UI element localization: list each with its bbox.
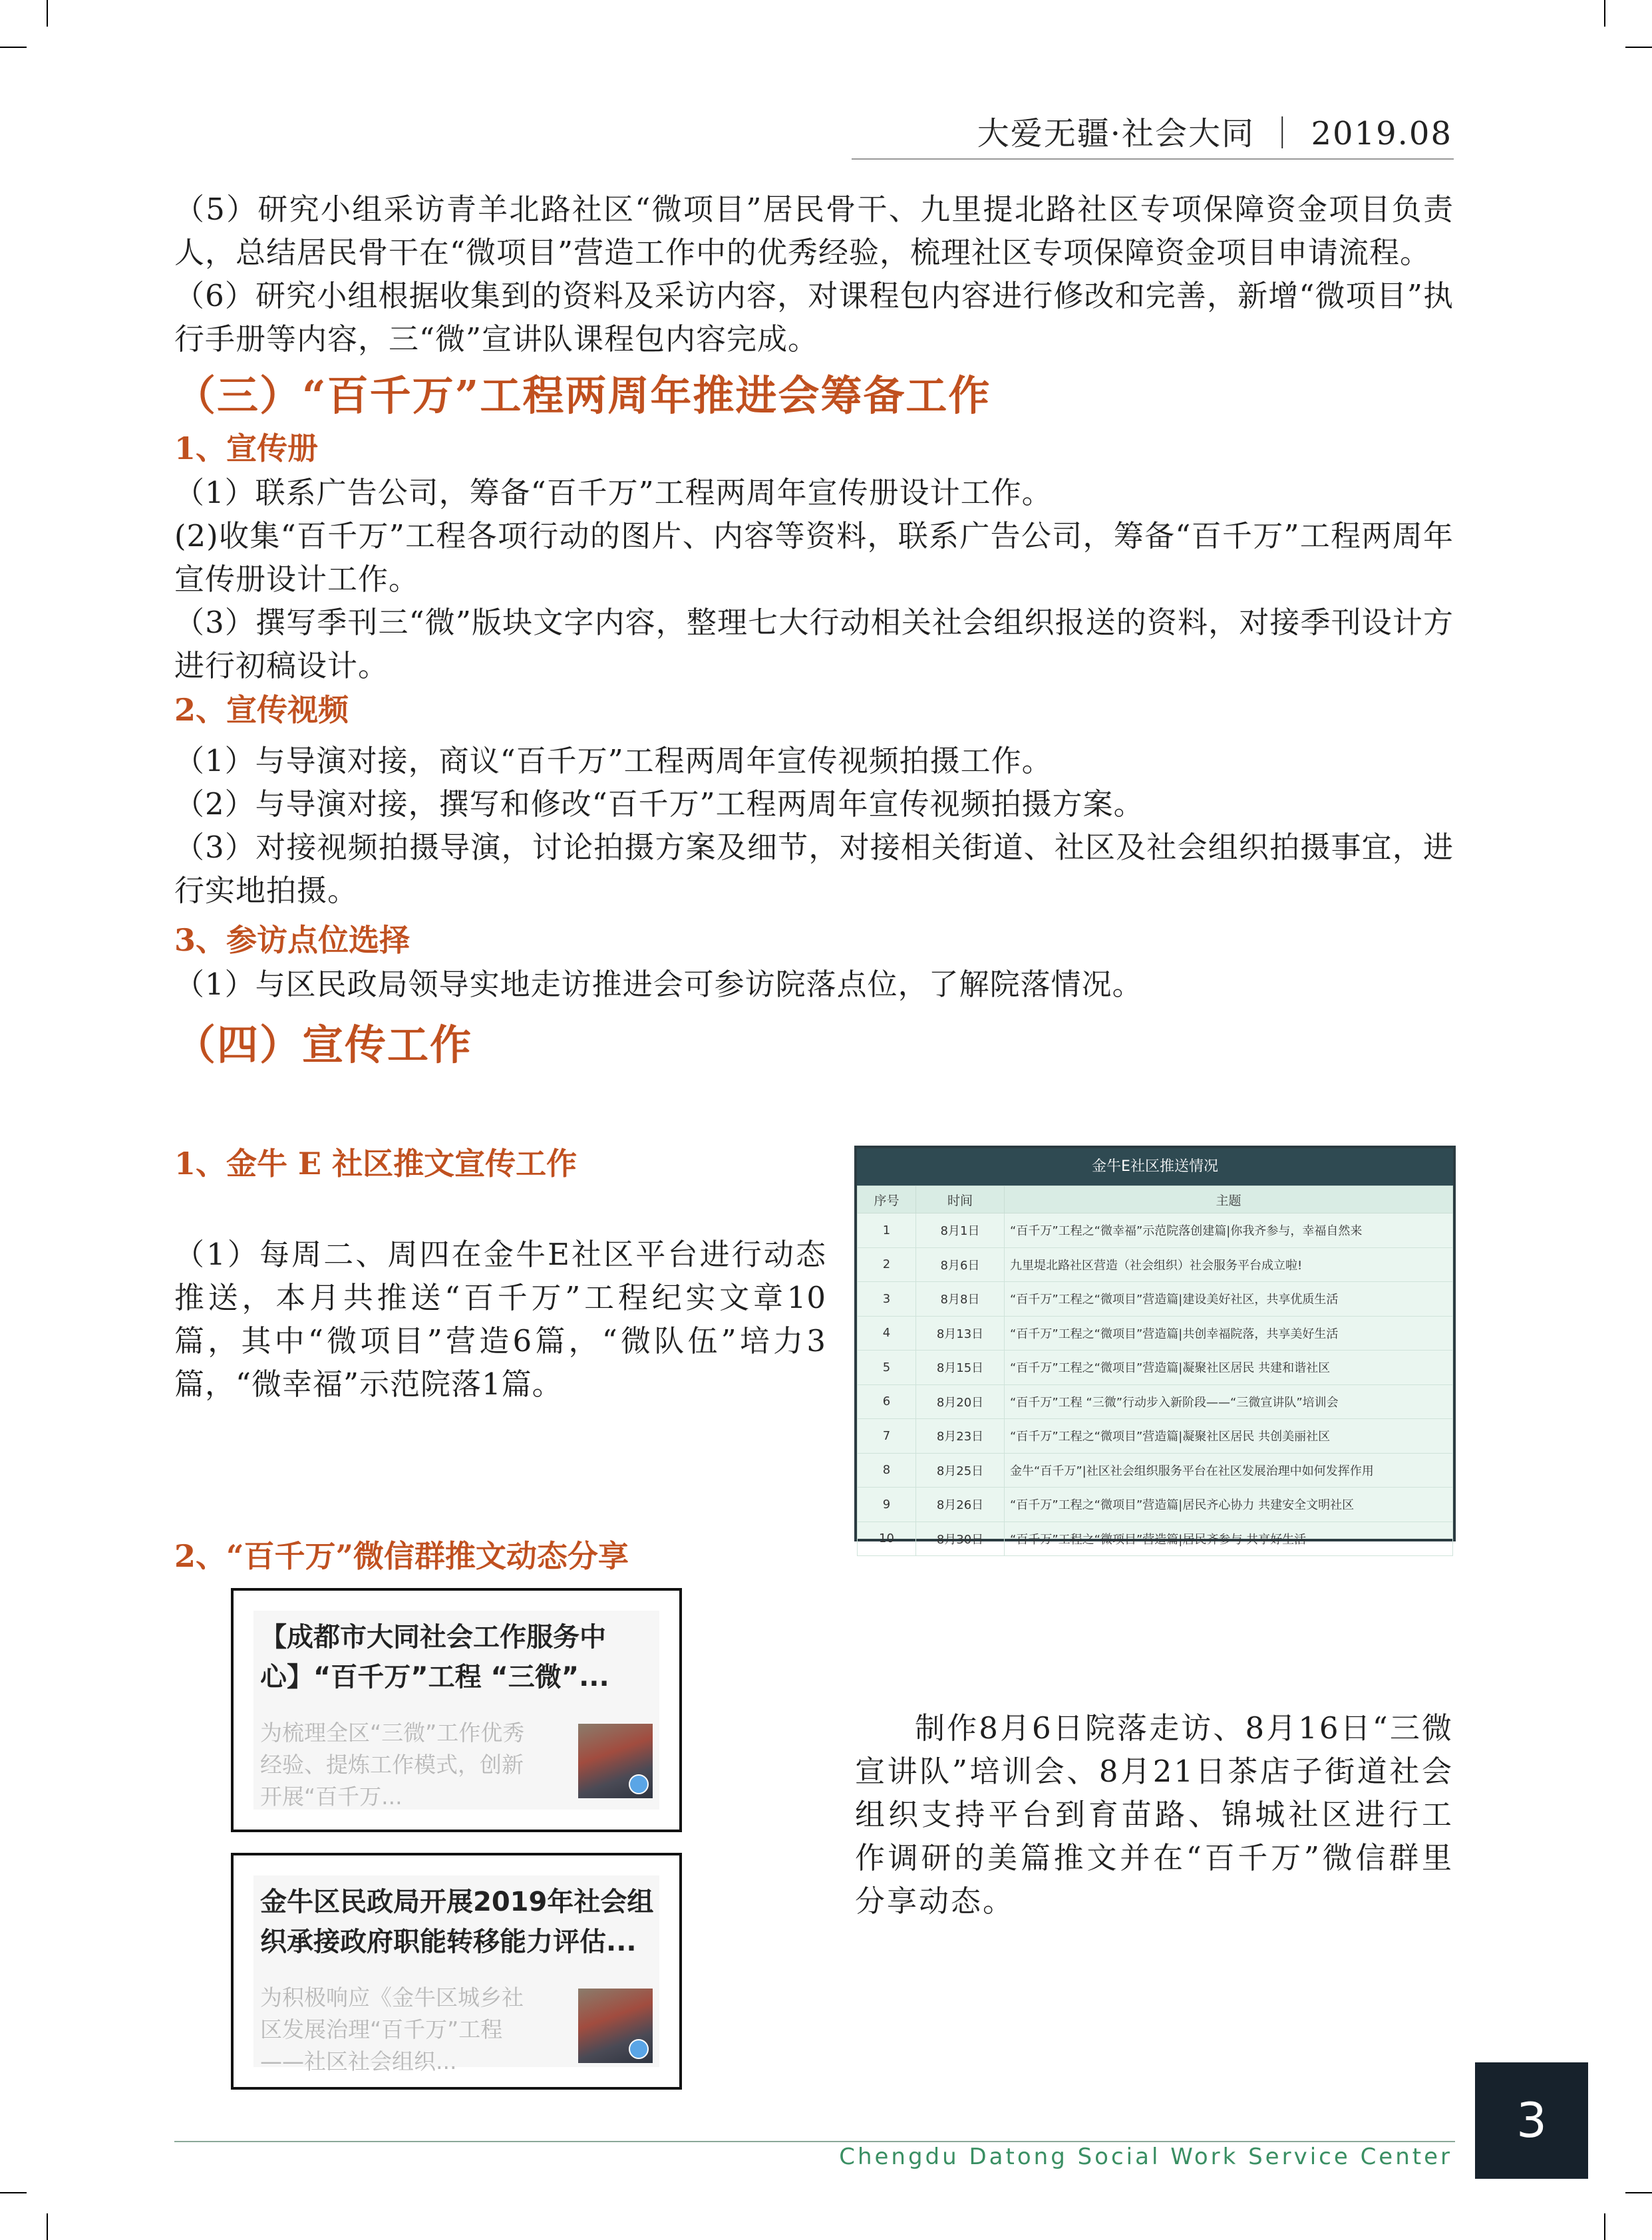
subsection-title: 3、参访点位选择 bbox=[174, 922, 411, 958]
paragraph: （2）与导演对接，撰写和修改“百千万”工程两周年宣传视频拍摄方案。 bbox=[174, 786, 1144, 822]
row-topic: “百千万”工程之“微幸福”示范院落创建篇|你我齐参与，幸福自然来 bbox=[1005, 1213, 1453, 1248]
row-date: 8月1日 bbox=[916, 1213, 1005, 1248]
row-topic: 九里堤北路社区营造（社会组织）社会服务平台成立啦! bbox=[1005, 1247, 1453, 1282]
top-block bbox=[174, 188, 1454, 1075]
row-number: 9 bbox=[858, 1488, 916, 1522]
play-icon bbox=[629, 1774, 649, 1794]
table-row bbox=[858, 1351, 1453, 1385]
footer-organization: Chengdu Datong Social Work Service Center bbox=[839, 2144, 1452, 2170]
crop-mark bbox=[1604, 0, 1605, 27]
card-description: 为积极响应《金牛区城乡社区发展治理“百千万”工程——社区社会组织... bbox=[260, 1985, 524, 2074]
push-table bbox=[854, 1146, 1456, 1547]
row-topic: 金牛“百千万”|社区社会组织服务平台在社区发展治理中如何发挥作用 bbox=[1005, 1453, 1453, 1488]
row-number: 2 bbox=[858, 1247, 916, 1282]
row-date: 8月23日 bbox=[916, 1419, 1005, 1454]
row-number: 10 bbox=[858, 1521, 916, 1556]
paragraph: (2)收集“百千万”工程各项行动的图片、内容等资料，联系广告公司，筹备“百千万”工程两周年宣传册设计工作。 bbox=[174, 518, 1454, 597]
table-row bbox=[858, 1282, 1453, 1317]
table-header: 时间 bbox=[916, 1186, 1005, 1213]
crop-mark bbox=[47, 0, 48, 27]
card-description: 为梳理全区“三微”工作优秀经验、提炼工作模式，创新开展“百千万... bbox=[260, 1720, 525, 1810]
sub2-text-wrap bbox=[855, 1706, 1454, 1923]
row-topic: “百千万”工程之“微项目”营造篇|共创幸福院落，共享美好生活 bbox=[1005, 1316, 1453, 1351]
table-row bbox=[858, 1213, 1453, 1248]
row-date: 8月8日 bbox=[916, 1282, 1005, 1317]
row-date: 8月15日 bbox=[916, 1351, 1005, 1385]
card-title: 金牛区民政局开展2019年社会组织承接政府职能转移能力评估... bbox=[260, 1887, 654, 1957]
row-topic: “百千万”工程之“微项目”营造篇|建设美好社区，共享优质生活 bbox=[1005, 1282, 1453, 1317]
row-number: 8 bbox=[858, 1453, 916, 1488]
section-title: （四）宣传工作 bbox=[174, 1021, 473, 1069]
paragraph: （1）联系广告公司，筹备“百千万”工程两周年宣传册设计工作。 bbox=[174, 475, 1053, 510]
table-row bbox=[858, 1247, 1453, 1282]
footer-rule bbox=[174, 2141, 1455, 2142]
header-rule bbox=[852, 158, 1454, 160]
article-thumbnail bbox=[578, 1724, 653, 1798]
subsection-title: 1、宣传册 bbox=[174, 430, 319, 466]
card-title: 【成都市大同社会工作服务中心】“百千万”工程 “三微”... bbox=[260, 1622, 609, 1692]
crop-mark bbox=[47, 2213, 48, 2240]
table-row bbox=[858, 1316, 1453, 1351]
crop-mark bbox=[1625, 47, 1652, 48]
row-number: 6 bbox=[858, 1384, 916, 1419]
sub2-heading-wrap bbox=[174, 1533, 1454, 1579]
section4-left bbox=[174, 1141, 826, 1406]
row-number: 7 bbox=[858, 1419, 916, 1454]
paragraph: （1）每周二、周四在金牛E社区平台进行动态推送，本月共推送“百千万”工程纪实文章10篇，其中“微项目”营造6篇，“微队伍”培力3篇，“微幸福”示范院落1篇。 bbox=[174, 1237, 826, 1402]
row-topic: “百千万”工程之“微项目”营造篇|居民齐参与 共享好生活 bbox=[1005, 1521, 1453, 1556]
paragraph: （6）研究小组根据收集到的资料及采访内容，对课程包内容进行修改和完善，新增“微项目”执行手册等内容，三“微”宣讲队课程包内容完成。 bbox=[174, 278, 1454, 357]
table-header: 序号 bbox=[858, 1186, 916, 1213]
wechat-article-card[interactable] bbox=[231, 1853, 682, 2090]
section-title: （三）“百千万”工程两周年推进会筹备工作 bbox=[174, 371, 991, 420]
paragraph: （1）与区民政局领导实地走访推进会可参访院落点位，了解院落情况。 bbox=[174, 967, 1143, 1002]
play-icon bbox=[629, 2039, 649, 2059]
table-row bbox=[858, 1384, 1453, 1419]
push-table-grid bbox=[857, 1186, 1453, 1556]
row-topic: “百千万”工程之“微项目”营造篇|凝聚社区居民 共建和谐社区 bbox=[1005, 1351, 1453, 1385]
table-row bbox=[858, 1453, 1453, 1488]
row-date: 8月25日 bbox=[916, 1453, 1005, 1488]
subsection-title: 1、金牛 E 社区推文宣传工作 bbox=[174, 1146, 578, 1182]
crop-mark bbox=[0, 2192, 27, 2193]
row-date: 8月13日 bbox=[916, 1316, 1005, 1351]
row-topic: “百千万”工程之“微项目”营造篇|居民齐心协力 共建安全文明社区 bbox=[1005, 1488, 1453, 1522]
running-header: 大爱无疆·社会大同 ｜ 2019.08 bbox=[977, 115, 1452, 152]
row-number: 4 bbox=[858, 1316, 916, 1351]
row-topic: “百千万”工程之“微项目”营造篇|凝聚社区居民 共创美丽社区 bbox=[1005, 1419, 1453, 1454]
table-title: 金牛E社区推送情况 bbox=[857, 1148, 1453, 1186]
row-date: 8月30日 bbox=[916, 1521, 1005, 1556]
row-topic: “百千万”工程 “三微”行动步入新阶段——“三微宣讲队”培训会 bbox=[1005, 1384, 1453, 1419]
crop-mark bbox=[1604, 2213, 1605, 2240]
row-number: 3 bbox=[858, 1282, 916, 1317]
page-number: 3 bbox=[1475, 2062, 1588, 2179]
row-number: 1 bbox=[858, 1213, 916, 1248]
paragraph: （5）研究小组采访青羊北路社区“微项目”居民骨干、九里提北路社区专项保障资金项目负责人，总结居民骨干在“微项目”营造工作中的优秀经验，梳理社区专项保障资金项目申请流程。 bbox=[174, 192, 1454, 270]
table-header: 主题 bbox=[1005, 1186, 1453, 1213]
row-number: 5 bbox=[858, 1351, 916, 1385]
crop-mark bbox=[0, 47, 27, 48]
row-date: 8月6日 bbox=[916, 1247, 1005, 1282]
article-thumbnail bbox=[578, 1989, 653, 2063]
paragraph: （1）与导演对接，商议“百千万”工程两周年宣传视频拍摄工作。 bbox=[174, 743, 1053, 778]
crop-mark bbox=[1625, 2192, 1652, 2193]
paragraph: 制作8月6日院落走访、8月16日“三微宣讲队”培训会、8月21日茶店子街道社会组织支持平台到育苗路、锦城社区进行工作调研的美篇推文并在“百千万”微信群里分享动态。 bbox=[855, 1710, 1454, 1919]
table-row bbox=[858, 1488, 1453, 1522]
subsection-title: 2、“百千万”微信群推文动态分享 bbox=[174, 1538, 629, 1574]
paragraph: （3）对接视频拍摄导演，讨论拍摄方案及细节，对接相关街道、社区及社会组织拍摄事宜，进行实地拍摄。 bbox=[174, 830, 1454, 908]
wechat-article-card[interactable] bbox=[231, 1588, 682, 1832]
paragraph: （3）撰写季刊三“微”版块文字内容，整理七大行动相关社会组织报送的资料，对接季刊设计方进行初稿设计。 bbox=[174, 605, 1454, 683]
subsection-title: 2、宣传视频 bbox=[174, 692, 349, 728]
row-date: 8月20日 bbox=[916, 1384, 1005, 1419]
row-date: 8月26日 bbox=[916, 1488, 1005, 1522]
table-row bbox=[858, 1419, 1453, 1454]
